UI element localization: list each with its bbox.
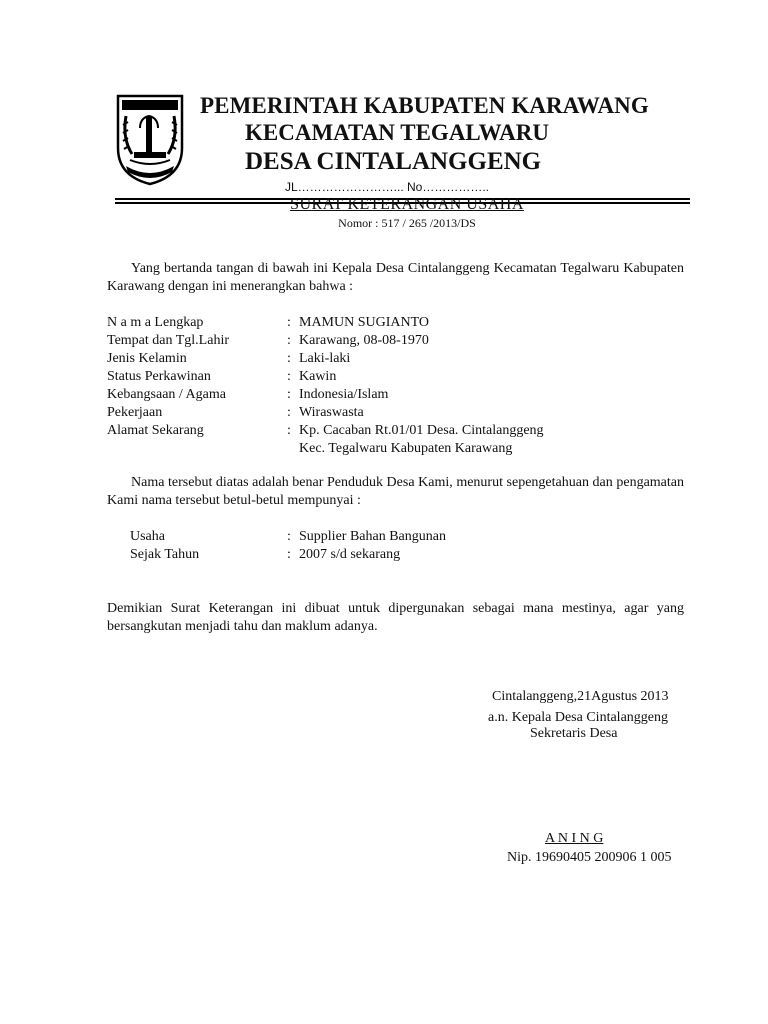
statement-paragraph: [107, 474, 684, 510]
field-row: [107, 440, 512, 458]
signatory-nip: Nip. 19690405 200906 1 005: [507, 850, 672, 865]
field-value: MAMUN SUGIANTO: [299, 315, 430, 330]
field-value: Wiraswasta: [299, 405, 364, 420]
field-separator: :: [287, 387, 291, 402]
header-village: DESA CINTALANGGENG: [245, 148, 542, 175]
regency-logo: [110, 88, 190, 188]
field-separator: :: [287, 423, 291, 438]
field-row: [107, 314, 429, 332]
signatory-name: A N I N G: [545, 831, 604, 846]
field-value: Kp. Cacaban Rt.01/01 Desa. Cintalanggeng: [299, 423, 544, 438]
letter-title: SURAT KETERANGAN USAHA: [290, 196, 524, 213]
closing-paragraph: Demikian Surat Keterangan ini dibuat untuk dipergunakan sebagai mana mestinya, agar yang bersangkutan menjadi tahu dan maklum adanya.: [107, 601, 684, 634]
field-value-address-line2: Kec. Tegalwaru Kabupaten Karawang: [299, 441, 513, 456]
field-separator: :: [287, 333, 291, 348]
signature-on-behalf: a.n. Kepala Desa Cintalanggeng: [488, 710, 668, 725]
field-row: [107, 350, 350, 368]
intro-paragraph: [107, 260, 684, 296]
business-row: [130, 546, 400, 564]
field-label: N a m a Lengkap: [107, 315, 204, 330]
field-label: Pekerjaan: [107, 405, 163, 420]
statement-text: Nama tersebut diatas adalah benar Penduduk Desa Kami, menurut sepengetahuan dan pengamatan Kami nama tersebut betul-betul mempunyai :: [107, 475, 684, 508]
business-separator: :: [287, 547, 291, 562]
field-label: Status Perkawinan: [107, 369, 211, 384]
field-label: Alamat Sekarang: [107, 423, 204, 438]
field-separator: :: [287, 351, 291, 366]
field-value: Kawin: [299, 369, 337, 384]
intro-text: Yang bertanda tangan di bawah ini Kepala Desa Cintalanggeng Kecamatan Tegalwaru Kabupaten Karawang dengan ini menerangkan bahwa :: [107, 261, 684, 294]
field-row: [107, 368, 336, 386]
field-label: Jenis Kelamin: [107, 351, 187, 366]
business-separator: :: [287, 529, 291, 544]
field-separator: :: [287, 369, 291, 384]
header-address: JL……………………... No……………..: [285, 180, 490, 194]
field-value: Karawang, 08-08-1970: [299, 333, 429, 348]
business-label: Sejak Tahun: [130, 547, 200, 562]
field-label: Kebangsaan / Agama: [107, 387, 226, 402]
letter-number: Nomor : 517 / 265 /2013/DS: [338, 216, 476, 230]
regency-emblem-icon: [110, 88, 190, 188]
field-row: [107, 422, 544, 440]
signature-place-date: Cintalanggeng,21Agustus 2013: [492, 689, 669, 704]
business-value: 2007 s/d sekarang: [299, 547, 401, 562]
business-label: Usaha: [130, 529, 165, 544]
field-label: Tempat dan Tgl.Lahir: [107, 333, 230, 348]
header-district: KECAMATAN TEGALWARU: [245, 120, 549, 145]
business-value: Supplier Bahan Bangunan: [299, 529, 446, 544]
field-row: [107, 404, 364, 422]
field-value: Indonesia/Islam: [299, 387, 389, 402]
field-row: [107, 386, 388, 404]
business-row: [130, 528, 446, 546]
field-separator: :: [287, 405, 291, 420]
signature-position: Sekretaris Desa: [530, 726, 618, 741]
header-government: PEMERINTAH KABUPATEN KARAWANG: [200, 93, 649, 118]
field-separator: :: [287, 315, 291, 330]
field-row: [107, 332, 429, 350]
field-value: Laki-laki: [299, 351, 351, 366]
